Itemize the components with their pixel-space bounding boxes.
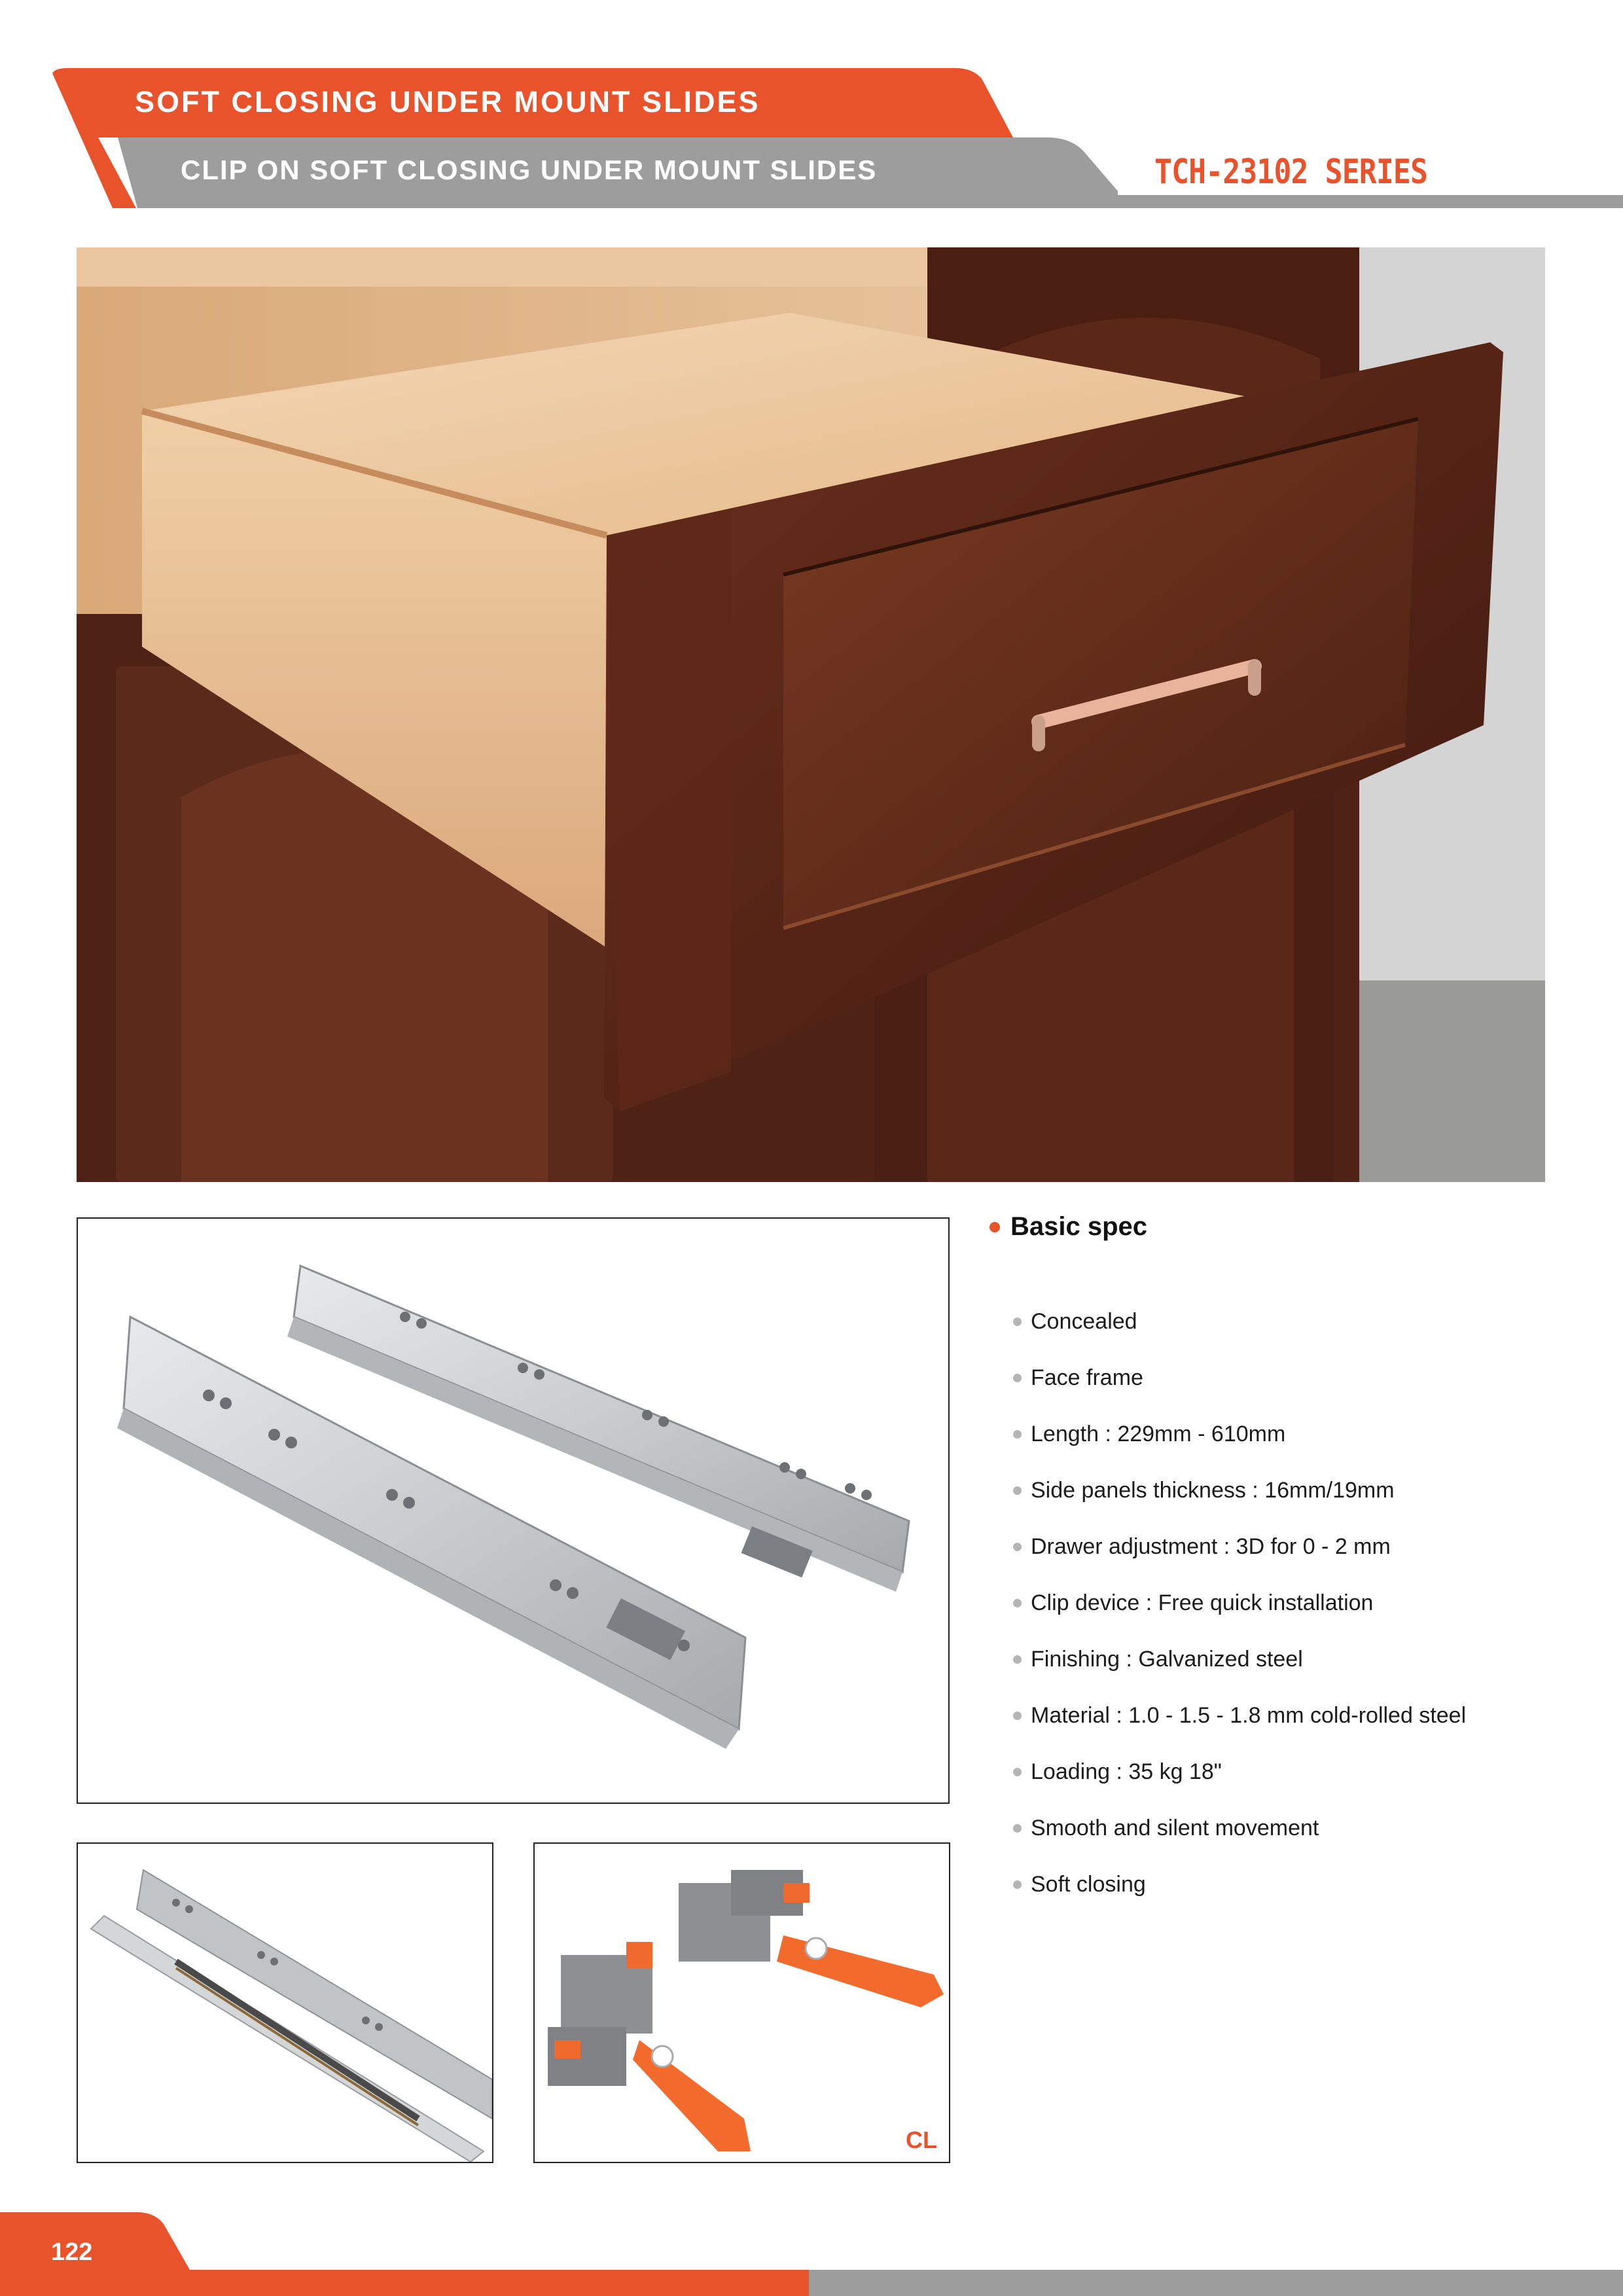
spec-item-text: Side panels thickness : 16mm/19mm bbox=[1031, 1477, 1395, 1503]
spec-item-text: Material : 1.0 - 1.5 - 1.8 mm cold-rolled steel bbox=[1031, 1702, 1467, 1728]
spec-item-text: Length : 229mm - 610mm bbox=[1031, 1421, 1286, 1446]
spec-item-text: Face frame bbox=[1031, 1365, 1143, 1390]
bullet-icon bbox=[1013, 1824, 1022, 1833]
page-title: SOFT CLOSING UNDER MOUNT SLIDES bbox=[135, 85, 760, 118]
bullet-icon bbox=[1013, 1768, 1022, 1776]
spec-heading bbox=[990, 1212, 1147, 1242]
spec-heading-bullet bbox=[990, 1222, 1000, 1232]
spec-item-text: Clip device : Free quick installation bbox=[1031, 1590, 1374, 1615]
spec-item-text: Smooth and silent movement bbox=[1031, 1815, 1319, 1840]
bullet-icon bbox=[1013, 1543, 1022, 1551]
bullet-icon bbox=[1013, 1880, 1022, 1889]
spec-item-text: Loading : 35 kg 18" bbox=[1031, 1759, 1222, 1784]
spec-item bbox=[1013, 1631, 1466, 1687]
spec-item bbox=[1013, 1350, 1466, 1406]
spec-item bbox=[1013, 1687, 1466, 1744]
slides-product-image bbox=[77, 1217, 950, 1804]
spec-title: Basic spec bbox=[1010, 1212, 1148, 1241]
slide-detail-image bbox=[77, 1842, 493, 2163]
bullet-icon bbox=[1013, 1430, 1022, 1439]
spec-item-text: Soft closing bbox=[1031, 1871, 1146, 1897]
spec-item bbox=[1013, 1462, 1466, 1518]
spec-item bbox=[1013, 1518, 1466, 1575]
spec-item bbox=[1013, 1744, 1466, 1800]
bullet-icon bbox=[1013, 1712, 1022, 1720]
spec-item-text: Concealed bbox=[1031, 1308, 1137, 1334]
spec-item bbox=[1013, 1856, 1466, 1912]
spec-item bbox=[1013, 1406, 1466, 1462]
bullet-icon bbox=[1013, 1374, 1022, 1382]
bullet-icon bbox=[1013, 1318, 1022, 1326]
spec-item bbox=[1013, 1575, 1466, 1631]
spec-item-text: Drawer adjustment : 3D for 0 - 2 mm bbox=[1031, 1534, 1391, 1559]
bullet-icon bbox=[1013, 1655, 1022, 1664]
page-number: 122 bbox=[51, 2238, 93, 2266]
spec-item-text: Finishing : Galvanized steel bbox=[1031, 1646, 1303, 1672]
drawer-photo bbox=[77, 247, 1545, 1182]
bullet-icon bbox=[1013, 1486, 1022, 1495]
series-label: TCH-23102 SERIES bbox=[1154, 152, 1428, 192]
spec-item bbox=[1013, 1293, 1466, 1350]
clip-device-image bbox=[533, 1842, 950, 2163]
page-subtitle: CLIP ON SOFT CLOSING UNDER MOUNT SLIDES bbox=[181, 154, 878, 185]
clip-label: CL bbox=[906, 2126, 937, 2153]
bullet-icon bbox=[1013, 1599, 1022, 1607]
spec-list bbox=[1013, 1293, 1466, 1912]
spec-item bbox=[1013, 1800, 1466, 1856]
footer-bar bbox=[0, 2206, 1623, 2296]
